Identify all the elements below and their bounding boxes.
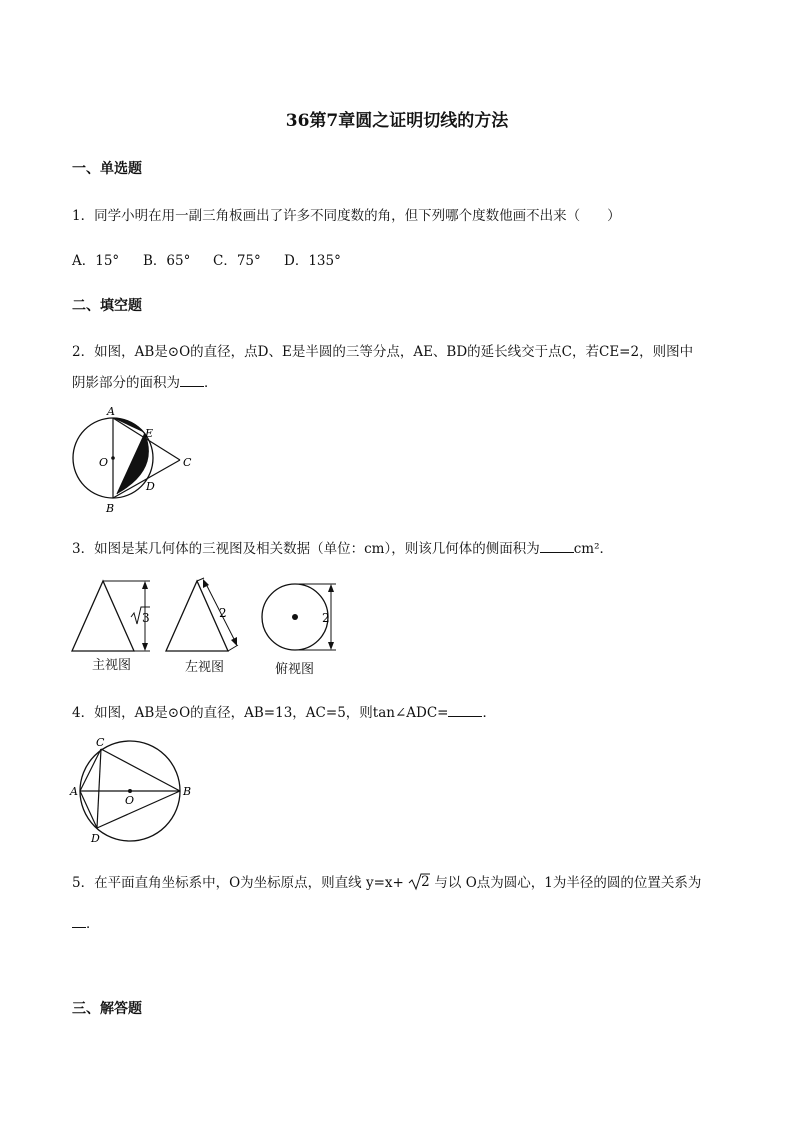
question-1-text: 1．同学小明在用一副三角板画出了许多不同度数的角，但下列哪个度数他画不出来（ ） xyxy=(72,208,621,224)
q2-line2-text: 阴影部分的面积为 xyxy=(72,375,180,391)
q4-label-a: A xyxy=(70,785,78,798)
q4-line-ad xyxy=(80,791,97,828)
q5-end: ． xyxy=(86,916,100,932)
q4-line-cd xyxy=(97,749,101,828)
q5-sqrt-arg: 2 xyxy=(421,874,430,890)
q4-center-dot xyxy=(128,789,132,793)
q4-label-b: B xyxy=(183,785,192,798)
q5-sqrt xyxy=(408,873,430,891)
q1-option-d: D．135° xyxy=(284,253,341,269)
caption-left-view: 左视图 xyxy=(185,660,225,675)
q5-answer-blank[interactable] xyxy=(72,913,86,928)
q4-line-ac xyxy=(80,749,101,791)
question-2-line-1: 2．如图，AB是⊙O的直径，点D、E是半圆的三等分点，AE、BD的延长线交于点C，若CE=2，则图中 xyxy=(72,344,694,360)
q2-label-e: E xyxy=(145,427,154,440)
left-view-dim-value: 2 xyxy=(219,606,227,620)
q3-unit: cm²． xyxy=(573,541,613,557)
q2-label-o: O xyxy=(99,456,109,469)
q2-label-c: C xyxy=(183,456,192,469)
left-view-ext-top xyxy=(197,578,204,581)
q4-answer-blank[interactable] xyxy=(448,702,482,717)
q2-center-dot xyxy=(111,456,115,460)
q4-label-o: O xyxy=(125,794,135,807)
q2-line2-end: ． xyxy=(204,375,218,391)
q1-option-b: B．65° xyxy=(143,253,191,269)
top-view-arrow-down xyxy=(328,642,334,650)
question-5-line-1 xyxy=(72,871,701,891)
q4-line-cb xyxy=(101,749,180,791)
q2-answer-blank[interactable] xyxy=(180,372,204,387)
q2-label-d: D xyxy=(146,480,155,493)
front-view-dim-value: 3 xyxy=(142,611,150,625)
q4-text: 4．如图，AB是⊙O的直径，AB=13，AC=5，则tan∠ADC= xyxy=(72,705,449,721)
question-3-text xyxy=(72,537,613,557)
q5-text-b: 与以 O点为圆心，1为半径的圆的位置关系为 xyxy=(434,875,702,891)
q1-option-c: C．75° xyxy=(213,253,261,269)
page-title: 36第7章圆之证明切线的方法 xyxy=(285,111,509,131)
q5-text-a: 5．在平面直角坐标系中，O为坐标原点，则直线 y=x+ xyxy=(72,875,404,891)
q1-option-a: A．15° xyxy=(72,253,120,269)
left-view-arrow-up xyxy=(203,579,209,588)
q4-line-db xyxy=(97,791,180,828)
q4-label-d: D xyxy=(91,832,100,845)
section-heading-solution: 三、解答题 xyxy=(72,1001,142,1017)
q2-label-b: B xyxy=(106,502,115,514)
front-view-arrow-down xyxy=(142,643,148,651)
q3-answer-blank[interactable] xyxy=(540,538,574,553)
q2-circle-figure xyxy=(64,404,194,514)
caption-front-view: 主视图 xyxy=(92,658,132,673)
q2-shaded-region-top xyxy=(113,418,145,433)
top-view-center-dot xyxy=(292,614,298,620)
caption-top-view: 俯视图 xyxy=(275,662,315,677)
q4-label-c: C xyxy=(96,736,105,749)
top-view-arrow-up xyxy=(328,584,334,592)
left-view-ext-bottom xyxy=(228,645,238,651)
front-view-arrow-up xyxy=(142,581,148,589)
q4-circle-figure xyxy=(66,732,196,848)
front-view-triangle xyxy=(72,581,134,651)
question-4-text xyxy=(72,701,496,721)
top-view-dim-value: 2 xyxy=(322,611,330,625)
section-heading-fill-blank: 二、填空题 xyxy=(72,298,142,314)
section-heading-single-choice: 一、单选题 xyxy=(72,161,142,177)
q2-label-a: A xyxy=(107,405,115,418)
question-2-line-2 xyxy=(72,371,218,391)
question-5-line-2 xyxy=(72,912,100,932)
q3-text: 3．如图是某几何体的三视图及相关数据（单位：cm），则该几何体的侧面积为 xyxy=(72,541,540,557)
q4-end: ． xyxy=(482,705,496,721)
q3-three-views-figure xyxy=(66,574,346,654)
